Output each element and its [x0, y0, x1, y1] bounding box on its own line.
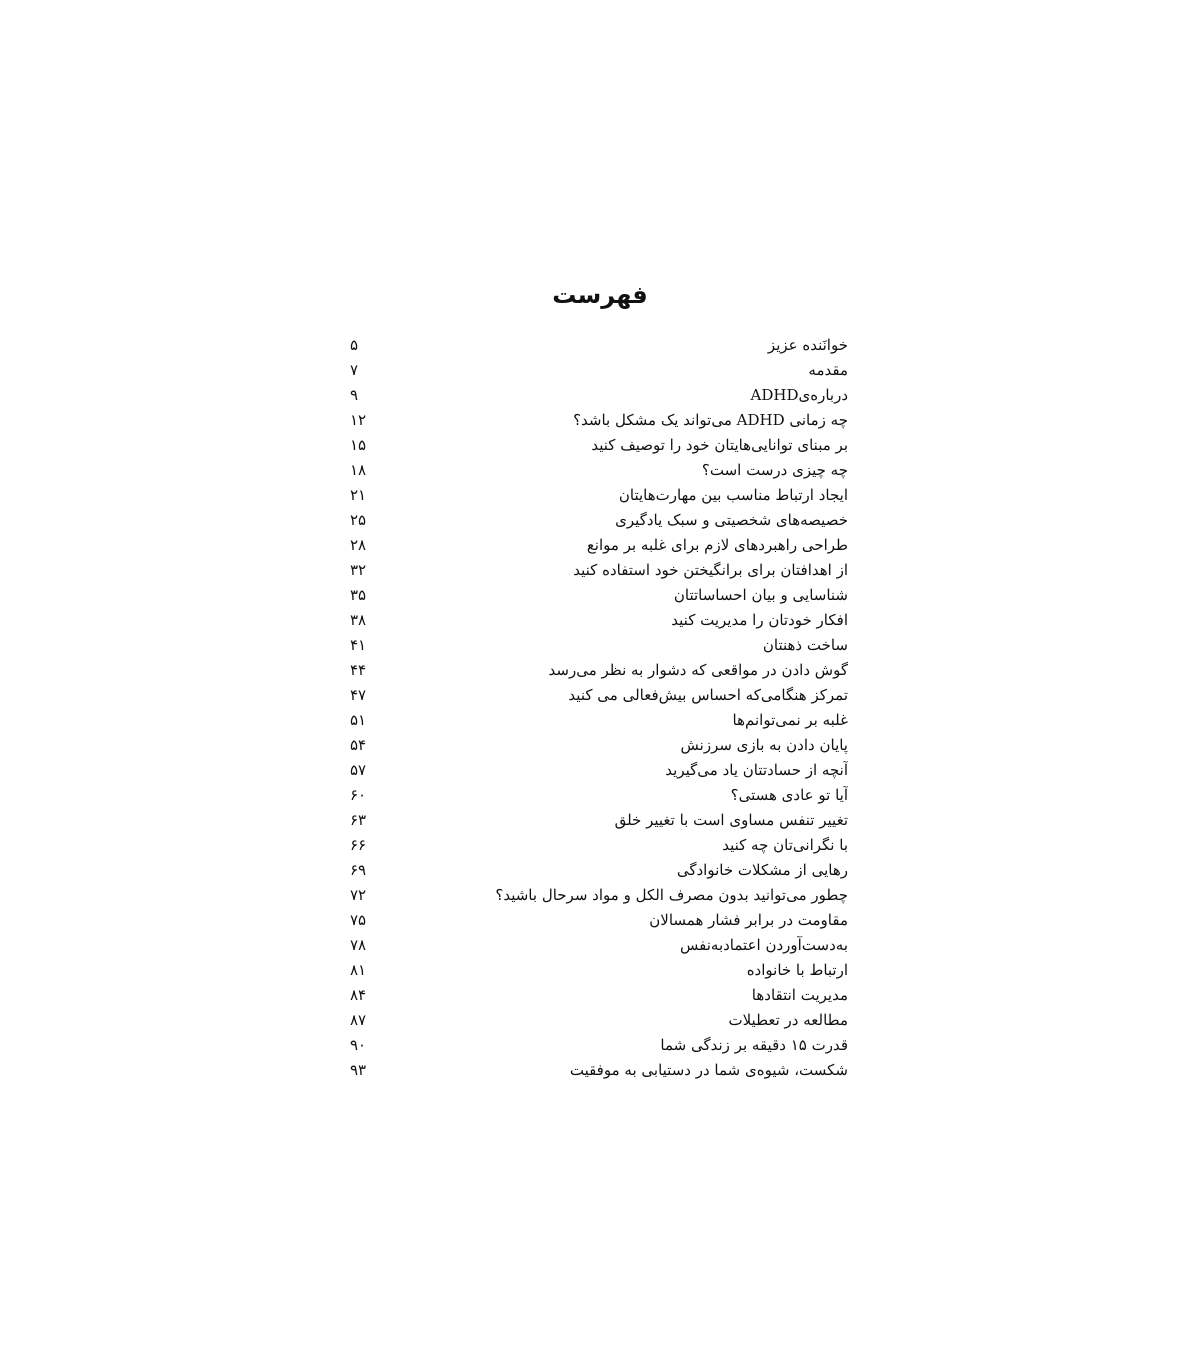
- toc-entry: [350, 1033, 848, 1058]
- toc-entry-title: پایان دادن به بازی سرزنش: [680, 736, 848, 754]
- toc-entry-title: خصیصه‌های شخصیتی و سبک یادگیری: [615, 511, 848, 529]
- toc-entry: [350, 908, 848, 933]
- table-of-contents: [350, 333, 848, 1083]
- toc-page-number: ۸۴: [350, 986, 367, 1004]
- toc-page-number: ۷: [350, 361, 359, 379]
- toc-entry: [350, 958, 848, 983]
- toc-page-number: ۷۲: [350, 886, 367, 904]
- toc-page-number: ۶۹: [350, 861, 367, 879]
- toc-entry-title: ساخت ذهنتان: [762, 636, 848, 654]
- toc-page-number: ۹۰: [350, 1036, 367, 1054]
- toc-page-number: ۱۸: [350, 461, 367, 479]
- toc-page-number: ۹: [350, 386, 359, 404]
- toc-page-number: ۶۶: [350, 836, 367, 854]
- toc-page-number: ۸۷: [350, 1011, 367, 1029]
- toc-entry-title: چطور می‌توانید بدون مصرف الکل و مواد سرحال باشید؟: [495, 886, 848, 904]
- toc-entry: [350, 833, 848, 858]
- page-title: فهرست: [552, 281, 648, 309]
- toc-page-number: ۱۲: [350, 411, 367, 429]
- toc-entry: [350, 608, 848, 633]
- toc-page-number: ۶۰: [350, 786, 367, 804]
- toc-page-number: ۷۵: [350, 911, 367, 929]
- toc-entry: [350, 1058, 848, 1083]
- toc-page-number: ۷۸: [350, 936, 367, 954]
- toc-entry-title: چه چیزی درست است؟: [701, 461, 848, 479]
- toc-entry: [350, 433, 848, 458]
- toc-entry: [350, 508, 848, 533]
- toc-entry: [350, 533, 848, 558]
- toc-entry-title: ایجاد ارتباط مناسب بین مهارت‌هایتان: [618, 486, 848, 504]
- toc-page-number: ۴۴: [350, 661, 367, 679]
- toc-entry: [350, 558, 848, 583]
- toc-page-number: ۲۵: [350, 511, 367, 529]
- toc-entry: [350, 658, 848, 683]
- toc-entry-title: افکار خودتان را مدیریت کنید: [671, 611, 848, 629]
- toc-page-number: ۴۱: [350, 636, 367, 654]
- toc-entry: [350, 933, 848, 958]
- toc-entry: [350, 733, 848, 758]
- toc-entry-title: مطالعه در تعطیلات: [728, 1011, 848, 1029]
- toc-entry: [350, 983, 848, 1008]
- toc-page-number: ۲۱: [350, 486, 367, 504]
- toc-entry: [350, 408, 848, 433]
- toc-entry-title: با نگرانی‌تان چه کنید: [722, 836, 848, 854]
- toc-entry: [350, 483, 848, 508]
- toc-entry: [350, 333, 848, 358]
- toc-entry-title: گوش دادن در مواقعی که دشوار به نظر می‌رسد: [548, 661, 848, 679]
- toc-entry-title: مدیریت انتقادها: [751, 986, 848, 1004]
- toc-entry-title: شناسایی و بیان احساساتتان: [673, 586, 848, 604]
- toc-entry: [350, 858, 848, 883]
- toc-entry-title: تغییر تنفس مساوی است با تغییر خلق: [614, 811, 848, 829]
- toc-entry-title: از اهدافتان برای برانگیختن خود استفاده کنید: [573, 561, 848, 579]
- toc-entry: [350, 458, 848, 483]
- toc-entry-title: غلبه بر نمی‌توانم‌ها: [732, 711, 848, 729]
- toc-entry: [350, 883, 848, 908]
- toc-entry: [350, 708, 848, 733]
- toc-page-number: ۸۱: [350, 961, 367, 979]
- toc-entry: [350, 758, 848, 783]
- toc-entry-title: چه زمانی ADHD می‌تواند یک مشکل باشد؟: [573, 411, 848, 429]
- toc-page-number: ۹۳: [350, 1061, 367, 1079]
- toc-entry: [350, 383, 848, 408]
- toc-entry: [350, 683, 848, 708]
- toc-page-number: ۵۷: [350, 761, 367, 779]
- toc-page-number: ۴۷: [350, 686, 367, 704]
- toc-page-number: ۵۱: [350, 711, 367, 729]
- toc-page-number: ۱۵: [350, 436, 367, 454]
- toc-entry: [350, 783, 848, 808]
- toc-entry-title: به‌دست‌آوردن اعتمادبه‌نفس: [680, 936, 848, 954]
- toc-entry-title: دربارەیADHD: [750, 386, 848, 404]
- toc-entry-title: آیا تو عادی هستی؟: [730, 786, 848, 804]
- toc-entry-title: قدرت ۱۵ دقیقه بر زندگی شما: [660, 1036, 848, 1054]
- toc-page-number: ۳۲: [350, 561, 367, 579]
- toc-entry: [350, 1008, 848, 1033]
- toc-entry-title: مقاومت در برابر فشار همسالان: [649, 911, 848, 929]
- toc-page-number: ۲۸: [350, 536, 367, 554]
- toc-entry-title: شکست، شیوه‌ی شما در دستیابی به موفقیت: [569, 1061, 848, 1079]
- toc-entry: [350, 633, 848, 658]
- toc-entry: [350, 583, 848, 608]
- toc-page-number: ۵: [350, 336, 359, 354]
- toc-page-number: ۵۴: [350, 736, 367, 754]
- toc-entry: [350, 358, 848, 383]
- toc-entry-title: خوانَنده عزیز: [767, 336, 848, 354]
- toc-entry-title: آنچه از حسادتتان یاد می‌گیرید: [665, 761, 848, 779]
- toc-entry-title: مقدمه: [808, 361, 848, 379]
- toc-entry-title: بر مبنای توانایی‌هایتان خود را توصیف کنید: [591, 436, 848, 454]
- toc-entry-title: تمرکز هنگامی‌که احساس بیش‌فعالی می کنید: [568, 686, 848, 704]
- toc-page-number: ۳۸: [350, 611, 367, 629]
- toc-page-number: ۳۵: [350, 586, 367, 604]
- toc-page-number: ۶۳: [350, 811, 367, 829]
- toc-entry-title: طراحی راهبردهای لازم برای غلبه بر موانع: [586, 536, 848, 554]
- toc-entry-title: ارتباط با خانواده: [746, 961, 848, 979]
- toc-entry: [350, 808, 848, 833]
- toc-entry-title: رهایی از مشکلات خانوادگی: [676, 861, 848, 879]
